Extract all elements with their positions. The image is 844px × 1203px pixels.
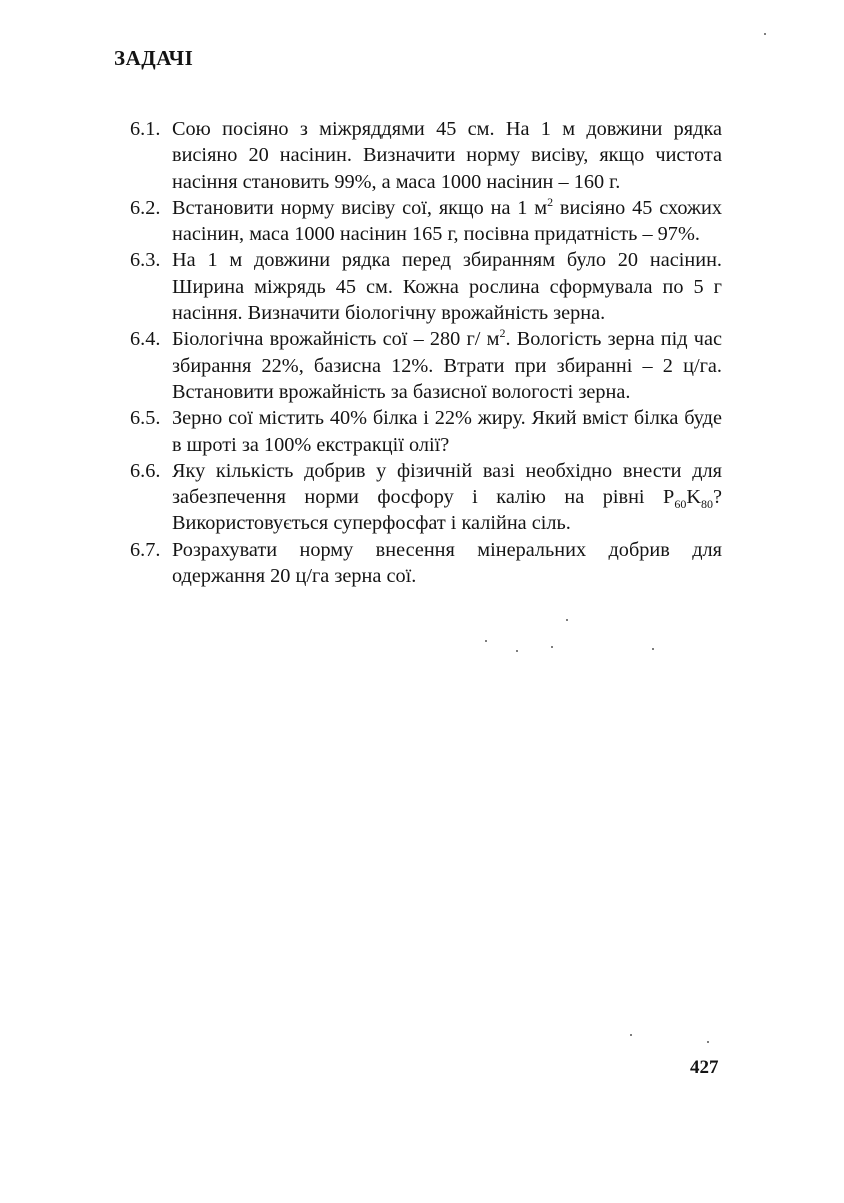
problem-text-part: K	[686, 486, 701, 509]
problem-text-part: Біологічна врожайність сої – 280 г/ м	[172, 328, 500, 351]
problem-text-part: Встановити норму висіву сої, якщо на 1 м	[172, 196, 548, 219]
problem-text: Сою посіяно з міжряддями 45 см. На 1 м довжини рядка висіяно 20 насінин. Визначити норму висіву, якщо чистота насіння становить 99%, а маса 1000 насінин – 160 г.	[172, 118, 722, 193]
page-number: 427	[690, 1057, 719, 1078]
problem-text-part: . Вологість зерна під час збирання 22%, базисна 12%. Втрати при збиранні – 2 ц/га. Встановити врожайність за базисної вологості зерна.	[172, 328, 722, 403]
scan-speck	[566, 619, 568, 621]
section-heading: ЗАДАЧІ	[114, 46, 194, 70]
problem-number: 6.3.	[130, 249, 161, 272]
problem-text-part: Яку кількість добрив у фізичній вазі необхідно внести для забезпечення норми фосфору і калію на рівні P	[172, 459, 722, 509]
problem-number: 6.4.	[130, 328, 161, 351]
scan-speck	[707, 1041, 709, 1043]
problem-text: На 1 м довжини рядка перед збиранням було 20 насінин. Ширина міжрядь 45 см. Кожна рослина сформувала по 5 г насіння. Визначити біологічну врожайність зерна.	[172, 249, 722, 325]
problem-text	[172, 197, 722, 245]
problem-number: 6.5.	[130, 407, 161, 430]
problem-item-6-5	[130, 405, 722, 458]
problem-item-6-7	[130, 537, 722, 590]
problem-number: 6.1.	[130, 118, 161, 140]
subscript: 80	[700, 497, 713, 512]
problem-text-part: висіяно 45 схожих насінин, маса 1000 насінин 165 г, посівна придатність – 97%.	[172, 196, 722, 246]
problem-item-6-6	[130, 458, 722, 537]
problem-number: 6.7.	[130, 538, 161, 561]
problem-number: 6.6.	[130, 459, 161, 482]
problem-text-part: ? Використовується суперфосфат і калійна сіль.	[172, 486, 722, 535]
superscript: 2	[547, 195, 554, 210]
scan-speck	[485, 640, 487, 642]
subscript: 60	[674, 497, 687, 512]
scan-speck	[516, 650, 518, 652]
problem-item-6-2	[130, 195, 722, 248]
problem-number: 6.2.	[130, 196, 161, 219]
scan-speck	[630, 1034, 632, 1036]
scan-speck	[764, 33, 766, 35]
scan-speck	[551, 646, 553, 648]
problem-text	[172, 328, 722, 403]
problem-item-6-4	[130, 326, 722, 405]
problem-text	[172, 460, 722, 535]
scan-speck	[652, 648, 654, 650]
problem-item-6-1	[130, 116, 722, 195]
superscript: 2	[499, 326, 506, 341]
problem-text: Розрахувати норму внесення мінеральних добрив для одержання 20 ц/га зерна сої.	[172, 538, 722, 588]
problem-item-6-3	[130, 247, 722, 326]
problem-text: Зерно сої містить 40% білка і 22% жиру. Який вміст білка буде в шроті за 100% екстракції олії?	[172, 407, 722, 456]
problem-list	[130, 116, 722, 589]
